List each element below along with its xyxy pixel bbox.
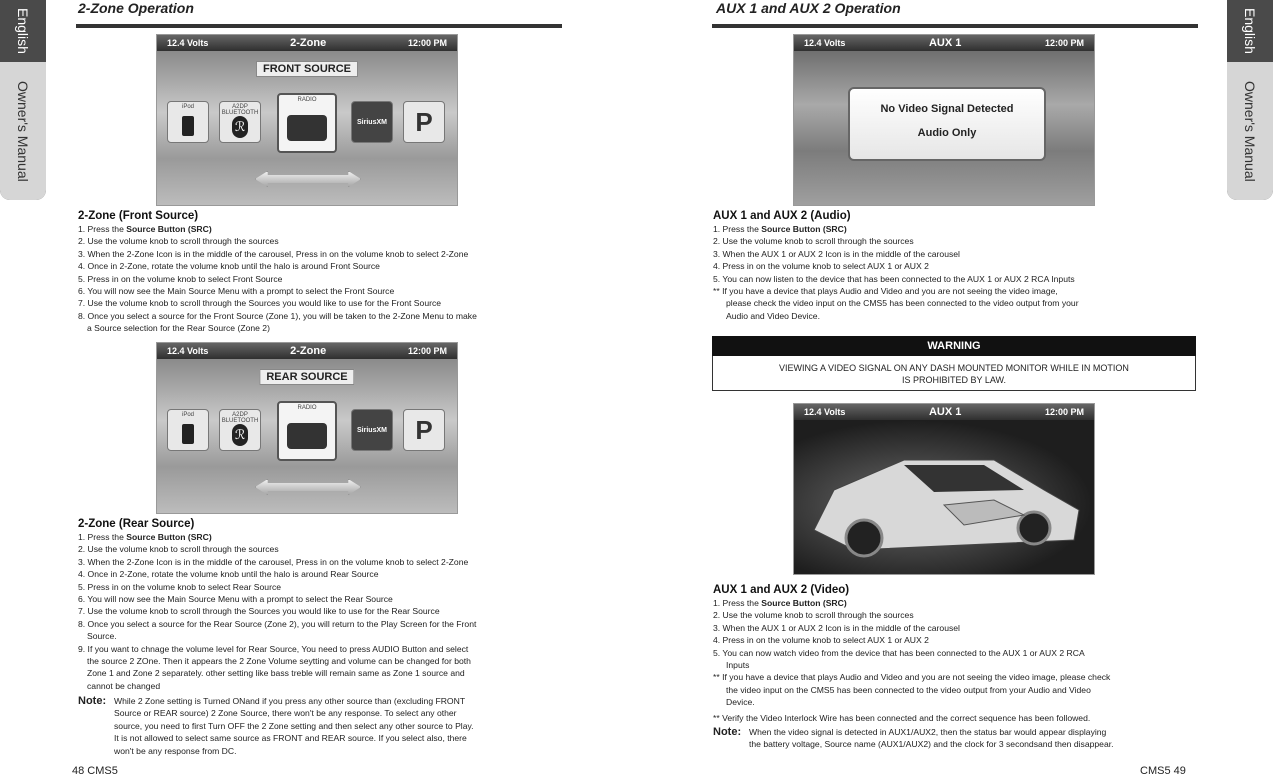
english-tab-label: English [15,8,31,54]
video-heading: AUX 1 and AUX 2 (Video) [713,584,850,596]
ipod-icon[interactable]: iPod [167,101,209,143]
warning-line-1: VIEWING A VIDEO SIGNAL ON ANY DASH MOUNTED MONITOR WHILE IN MOTION [779,363,1129,373]
page-title: 2-Zone Operation [78,0,194,16]
bluetooth-icon[interactable]: A2DP BLUETOOTH ℛ [219,101,261,143]
radio-icon[interactable]: RADIO [277,401,337,461]
mode-readout: 2-Zone [290,345,327,357]
audio-heading: AUX 1 and AUX 2 (Audio) [713,210,851,222]
rear-steps: 1. Press the Source Button (SRC) 2. Use the volume knob to scroll through the sources 3. When the 2-Zone Icon is in the middle of the carousel, Press in on the volume knob to select 2-Zone 4. Once in 2-Zone, rotate the volume knob until the halo is around Rear Source 5. Press in on the volume knob to select Rear Source 6. You will now see the Main Source Menu with a prompt to select the Rear Source 7. Use the volume knob to scroll through the Sources you would like to use for the Rear Source 8. Once you select a source for the Rear Source (Zone 2), you will return to the Play Screen for the Front Source. 9. If you want to chnage the volume level for Rear Source, You need to press AUDIO Button and select the source 2 ZOne. Then it appears the 2 Zone Volume seytting and volume can be changed for both Zone 1 and Zone 2 separately. other setting like bass treble will remain same as Zone 1 source and cannot be changed [78,532,477,691]
carousel-arrow [255,171,361,187]
clock-readout: 12:00 PM [1044,407,1084,417]
ipod-icon[interactable]: iPod [167,409,209,451]
bluetooth-icon[interactable]: A2DP BLUETOOTH ℛ [219,409,261,451]
volts-readout: 12.4 Volts [804,407,846,417]
status-bar [157,35,457,51]
left-footer: 48 CMS5 [72,765,118,777]
title-rule [712,24,1198,28]
manual-tab-label: Owner's Manual [1242,80,1258,182]
dialog-line-1: No Video Signal Detected [880,103,1014,115]
front-source-screen [156,34,458,206]
warning-box [712,336,1196,391]
right-footer: CMS5 49 [1140,765,1186,777]
pandora-p-icon[interactable]: P [403,101,445,143]
mode-readout: AUX 1 [928,406,962,418]
rear-source-label: REAR SOURCE [259,369,354,385]
front-source-label: FRONT SOURCE [256,61,358,77]
car-video-image [794,420,1094,574]
front-steps: 1. Press the Source Button (SRC) 2. Use the volume knob to scroll through the sources 3. When the 2-Zone Icon is in the middle of the carousel, Press in on the volume knob to select 2-Zone 4. Once in 2-Zone, rotate the volume knob until the halo is around Front Source 5. Press in on the volume knob to select Front Source 6. You will now see the Main Source Menu with a prompt to select the Front Source 7. Use the volume knob to scroll through the Sources you would like to use for the Front Source 8. Once you select a source for the Front Source (Zone 1), you will be taken to the 2-Zone Menu to make a Source selection for the Rear Source (Zone 2) [78,224,477,334]
right-side-tab [1227,0,1273,200]
pandora-p-icon[interactable]: P [403,409,445,451]
clock-readout: 12:00 PM [407,346,447,356]
siriusxm-icon[interactable]: SiriusXM [351,409,393,451]
aux-video-screen [793,403,1095,575]
aux-audio-screen [793,34,1095,206]
no-video-dialog [848,87,1046,161]
status-bar [157,343,457,359]
page-title: AUX 1 and AUX 2 Operation [716,0,901,16]
sports-car-image [794,420,1094,574]
volts-readout: 12.4 Volts [804,38,846,48]
video-steps: 1. Press the Source Button (SRC) 2. Use the volume knob to scroll through the sources 3. When the AUX 1 or AUX 2 Icon is in the middle of the carousel 4. Press in on the volume knob to select AUX 1 or AUX 2 5. You can now watch video from the device that has been connected to the AUX 1 or AUX 2 RCA Inputs ** If you have a device that plays Audio and Video and you are not seeing the video image, please check the video input on the CMS5 has been connected to the video output from your Audio and Video Device. ** Verify the Video Interlock Wire has been connected and the correct sequence has been followed. Note: When the video signal is detected in AUX1/AUX2, then the status bar would appear displaying the battery voltage, Source name (AUX1/AUX2) and the clock for 3 secondsand then disappear. [713,598,1114,750]
siriusxm-icon[interactable]: SiriusXM [351,101,393,143]
mode-readout: AUX 1 [928,37,962,49]
clock-readout: 12:00 PM [407,38,447,48]
status-bar [794,35,1094,51]
manual-tab-label: Owner's Manual [15,80,31,182]
dialog-line-2: Audio Only [917,127,977,139]
radio-icon[interactable]: RADIO [277,93,337,153]
rear-source-screen [156,342,458,514]
clock-readout: 12:00 PM [1044,38,1084,48]
volts-readout: 12.4 Volts [167,346,209,356]
front-heading: 2-Zone (Front Source) [78,210,199,222]
rear-note: Note: While 2 Zone setting is Turned ONand if you press any other source than (excluding FRONT Source or REAR source) 2 Zone Source, there won't be any response. To select any other source, you need to first Turn OFF the 2 Zone setting and then select any other source to Play. It is not allowed to select same source as FRONT and REAR source. If you select also, there won't be any response from DC. [78,695,474,756]
title-rule [76,24,562,28]
english-tab-label: English [1242,8,1258,54]
volts-readout: 12.4 Volts [167,38,209,48]
left-side-tab [0,0,46,200]
audio-steps: 1. Press the Source Button (SRC) 2. Use the volume knob to scroll through the sources 3. When the AUX 1 or AUX 2 Icon is in the middle of the carousel 4. Press in on the volume knob to select AUX 1 or AUX 2 5. You can now listen to the device that has been connected to the AUX 1 or AUX 2 RCA Inputs ** If you have a device that plays Audio and Video and you are not seeing the video image, please check the video input on the CMS5 has been connected to the video output from your Audio and Video Device. [713,224,1079,321]
mode-readout: 2-Zone [290,37,327,49]
carousel-arrow [255,479,361,495]
warning-line-2: IS PROHIBITED BY LAW. [901,375,1007,385]
warning-heading: WARNING [712,336,1196,356]
rear-heading: 2-Zone (Rear Source) [78,518,195,530]
status-bar [794,404,1094,420]
